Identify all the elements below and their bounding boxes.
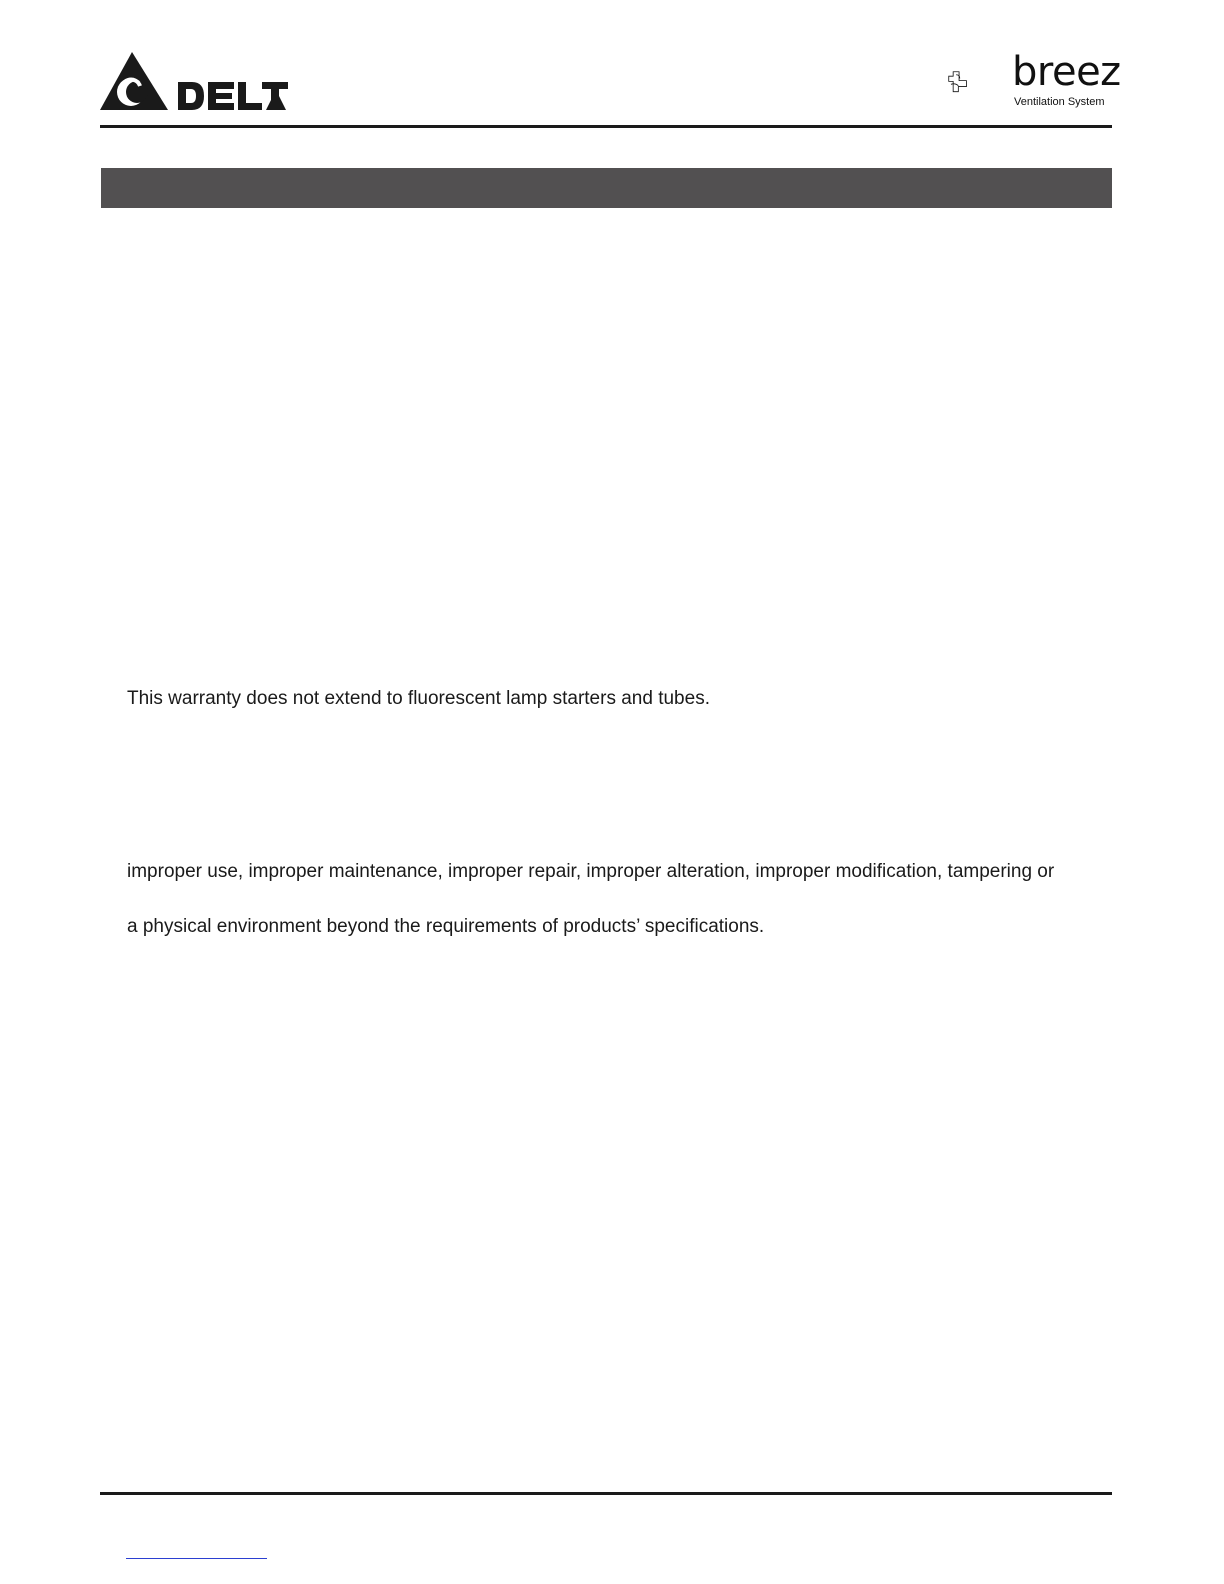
warranty-exclusion-paragraph: This warranty does not extend to fluorescent lamp starters and tubes. — [127, 688, 710, 709]
breez-brand: breez — [1012, 49, 1121, 95]
header-rule — [100, 125, 1112, 128]
footer-rule — [100, 1492, 1112, 1495]
improper-use-line-2: a physical environment beyond the requirements of products’ specifications. — [127, 916, 765, 937]
improper-use-line-1: improper use, improper maintenance, improper repair, improper alteration, improper modification, tampering or — [127, 861, 1055, 882]
footer-link-underline[interactable] — [126, 1558, 267, 1559]
breez-tagline: Ventilation System — [1014, 96, 1105, 108]
section-title-bar — [101, 168, 1112, 208]
breez-logo-icon — [948, 50, 1010, 112]
delta-logo — [100, 52, 290, 114]
